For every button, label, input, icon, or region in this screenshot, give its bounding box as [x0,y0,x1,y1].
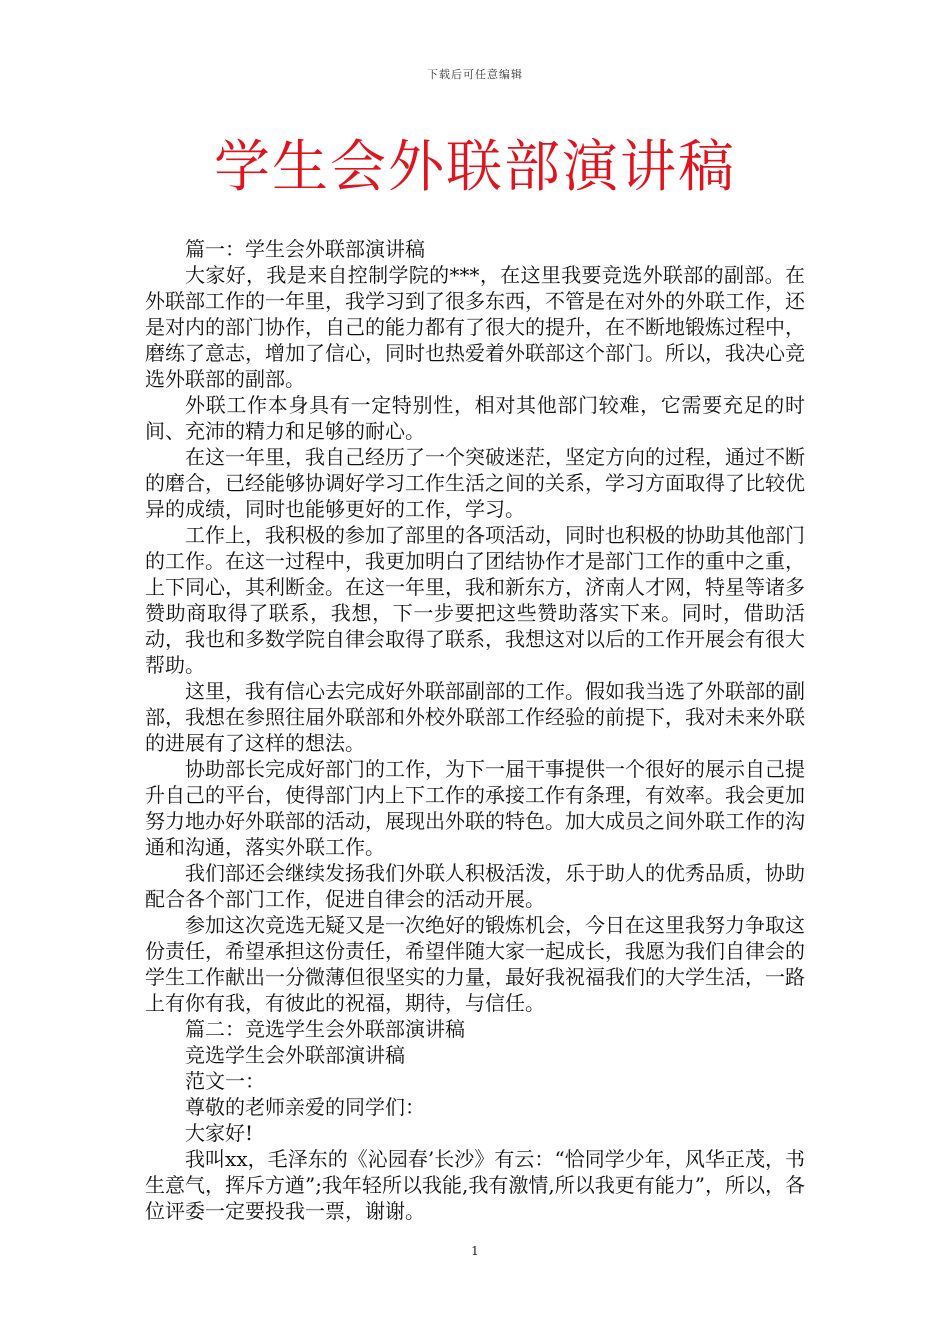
paragraph: 这里，我有信心去完成好外联部副部的工作。假如我当选了外联部的副部，我想在参照往届外联部和外校外联部工作经验的前提下，我对未来外联的进展有了这样的想法。 [145,679,805,755]
document-title: 学生会外联部演讲稿 [214,135,736,200]
paragraph: 工作上，我积极的参加了部里的各项活动，同时也积极的协助其他部门的工作。在这一过程中，我更加明白了团结协作才是部门工作的重中之重，上下同心，其利断金。在这一年里，我和新东方，济南人才网，特星等诸多赞助商取得了联系，我想，下一步要把这些赞助落实下来。同时，借助活动，我也和多数学院自律会取得了联系，我想这对以后的工作开展会有很大帮助。 [145,523,805,677]
page-number: 1 [471,1244,479,1258]
paragraph: 外联工作本身具有一定特别性，相对其他部门较难，它需要充足的时间、充沛的精力和足够的耐心。 [145,393,805,443]
greeting: 大家好! [185,1121,254,1145]
document-body [145,236,805,1224]
paragraph: 我叫xx，毛泽东的《沁园春’长沙》有云：“恰同学少年，风华正茂，书生意气，挥斥方遒”;我年轻所以我能,我有激情,所以我更有能力”，所以，各位评委一定要投我一票，谢谢。 [145,1147,805,1223]
paragraph: 在这一年里，我自己经历了一个突破迷茫，坚定方向的过程，通过不断的磨合，已经能够协调好学习工作生活之间的关系，学习方面取得了比较优异的成绩，同时也能够更好的工作，学习。 [145,445,805,521]
subheading: 竞选学生会外联部演讲稿 [185,1043,405,1067]
subheading: 范文一： [185,1069,265,1093]
section-heading-1: 篇一：学生会外联部演讲稿 [185,237,425,261]
paragraph: 参加这次竞选无疑又是一次绝好的锻炼机会，今日在这里我努力争取这份责任，希望承担这份责任，希望伴随大家一起成长，我愿为我们自律会的学生工作献出一分微薄但很坚实的力量，最好我祝福我们的大学生活，一路上有你有我，有彼此的祝福，期待，与信任。 [145,913,805,1015]
paragraph: 协助部长完成好部门的工作，为下一届干事提供一个很好的展示自己提升自己的平台，使得部门内上下工作的承接工作有条理，有效率。我会更加努力地办好外联部的活动，展现出外联的特色。加大成员之间外联工作的沟通和沟通，落实外联工作。 [145,757,805,859]
paragraph: 我们部还会继续发扬我们外联人积极活泼，乐于助人的优秀品质，协助配合各个部门工作，促进自律会的活动开展。 [145,861,805,911]
header-note: 下载后可任意编辑 [427,68,523,81]
section-heading-2: 篇二：竞选学生会外联部演讲稿 [185,1017,465,1041]
salutation: 尊敬的老师亲爱的同学们： [185,1095,425,1119]
paragraph: 大家好，我是来自控制学院的***，在这里我要竞选外联部的副部。在外联部工作的一年里，我学习到了很多东西，不管是在对外的外联工作，还是对内的部门协作，自己的能力都有了很大的提升，在不断地锻炼过程中，磨练了意志，增加了信心，同时也热爱着外联部这个部门。所以，我决心竞选外联部的副部。 [145,263,805,391]
